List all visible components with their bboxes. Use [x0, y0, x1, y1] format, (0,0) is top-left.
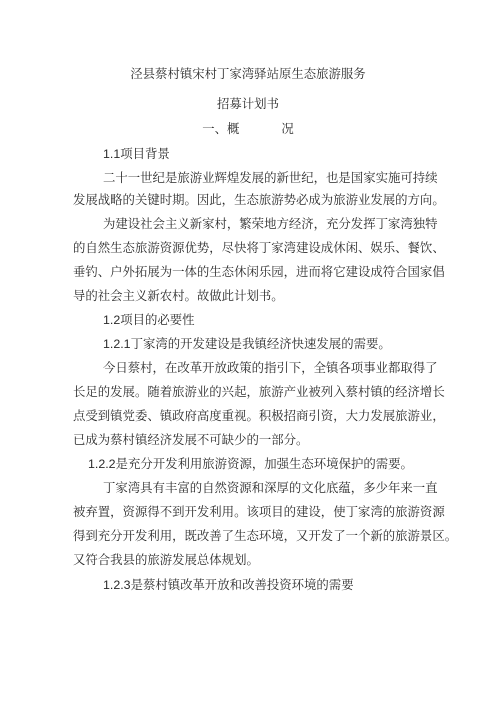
subsection-1-2	[103, 312, 403, 328]
paragraph-2-line-2: 的自然生态旅游资源优势，尽快将丁家湾建设成休闲、娱乐、餐饮、	[73, 240, 445, 255]
subsection-1-2-1	[103, 336, 403, 352]
subsection-1-1	[103, 146, 403, 162]
paragraph-4-line-1: 丁家湾具有丰富的自然资源和深厚的文化底蕴，多少年来一直	[103, 480, 438, 495]
subsection-title: 是蔡村镇改革开放和改善投资环境的需要	[130, 577, 354, 592]
section-heading-1	[0, 121, 496, 137]
paragraph-3-line-1: 今日蔡村，在改革开放政策的指引下，全镇各项事业都取得了	[103, 360, 438, 375]
paragraph-2-line-4: 导的社会主义新农村。故做此计划书。	[73, 288, 284, 303]
section-number: 一、	[202, 121, 227, 136]
paragraph-1-line-2: 发展战略的关键时期。因此，生态旅游势必成为旅游业发展的方向。	[73, 192, 445, 207]
subsection-number: 1.1	[103, 147, 121, 161]
paragraph-2-line-1: 为建设社会主义新家村，繁荣地方经济，充分发挥丁家湾独特	[103, 216, 438, 231]
subsection-title: 项目的必要性	[120, 312, 195, 327]
paragraph-4-line-4: 又符合我县的旅游发展总体规划。	[73, 552, 259, 567]
subsection-number: 1.2	[103, 313, 121, 327]
paragraph-1-line-1: 二十一世纪是旅游业辉煌发展的新世纪，也是国家实施可持续	[103, 170, 438, 185]
paragraph-3-line-3: 点受到镇党委、镇政府高度重视。积极招商引资，大力发展旅游业，	[73, 408, 445, 423]
paragraph-2-line-3: 垂钓、户外拓展为一体的生态休闲乐园，进而将它建设成符合国家倡	[73, 264, 445, 279]
subsection-number: 1.2.1	[103, 337, 131, 351]
section-word-1: 概	[227, 121, 240, 136]
subsection-title: 丁家湾的开发建设是我镇经济快速发展的需要。	[130, 336, 391, 351]
document-subtitle	[0, 96, 496, 112]
paragraph-4-line-3: 得到充分开发利用，既改善了生态环境，又开发了一个新的旅游景区。	[73, 528, 458, 543]
subsection-1-2-2	[88, 456, 413, 472]
subsection-number: 1.2.2	[88, 457, 116, 471]
paragraph-4-line-2: 被弃置，资源得不到开发利用。该项目的建设，使丁家湾的旅游资源	[73, 504, 445, 519]
subsection-title: 是充分开发利用旅游资源，加强生态环境保护的需要。	[115, 456, 413, 471]
document-title-text: 泾县蔡村镇宋村丁家湾驿站原生态旅游服务	[130, 66, 366, 81]
subsection-1-2-3	[103, 577, 403, 593]
subsection-number: 1.2.3	[103, 578, 131, 592]
section-word-2: 况	[281, 121, 294, 136]
paragraph-3-line-2: 长足的发展。随着旅游业的兴起，旅游产业被列入蔡村镇的经济增长	[73, 384, 445, 399]
paragraph-3-line-4: 已成为蔡村镇经济发展不可缺少的一部分。	[73, 432, 309, 447]
subsection-title: 项目背景	[120, 146, 170, 161]
document-subtitle-text: 招募计划书	[217, 96, 279, 111]
document-title	[0, 66, 496, 82]
